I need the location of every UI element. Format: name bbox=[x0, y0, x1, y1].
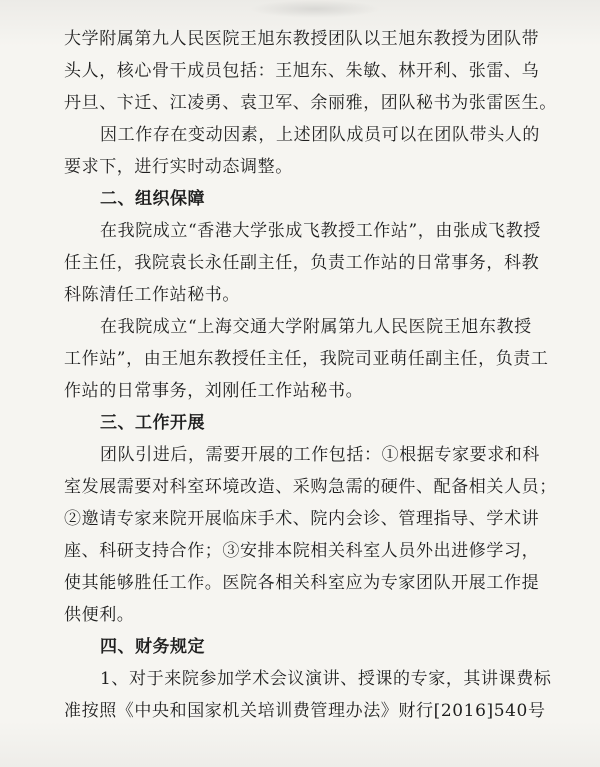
paragraph-line: 在我院成立“上海交通大学附属第九人民医院王旭东教授 bbox=[100, 317, 532, 337]
paragraph-line: 要求下，进行实时动态调整。 bbox=[64, 157, 293, 177]
paragraph-line: 座、科研支持合作；③安排本院相关科室人员外出进修学习， bbox=[64, 541, 540, 561]
paragraph-line: 供便利。 bbox=[64, 605, 135, 625]
paragraph-line: 准按照《中央和国家机关培训费管理办法》财行[2016]540号 bbox=[64, 701, 546, 721]
paragraph-line: ②邀请专家来院开展临床手术、院内会诊、管理指导、学术讲 bbox=[64, 509, 540, 529]
paragraph-line: 在我院成立“香港大学张成飞教授工作站”，由张成飞教授 bbox=[100, 221, 541, 241]
paragraph-line: 使其能够胜任工作。医院各相关科室应为专家团队开展工作提 bbox=[64, 573, 540, 593]
paragraph-line: 因工作存在变动因素，上述团队成员可以在团队带头人的 bbox=[100, 125, 540, 145]
section-heading-organization: 二、组织保障 bbox=[100, 189, 205, 209]
paragraph-line: 大学附属第九人民医院王旭东教授团队以王旭东教授为团队带 bbox=[64, 29, 540, 49]
paragraph-line: 工作站”，由王旭东教授任主任，我院司亚萌任副主任，负责工 bbox=[64, 349, 549, 369]
paragraph-line: 任主任，我院袁长永任副主任，负责工作站的日常事务，科教 bbox=[64, 253, 540, 273]
paragraph-line: 丹旦、卞迁、江凌勇、袁卫军、余丽雅，团队秘书为张雷医生。 bbox=[64, 93, 557, 113]
paragraph-line: 作站的日常事务，刘刚任工作站秘书。 bbox=[64, 381, 364, 401]
document-body bbox=[64, 26, 557, 730]
paragraph-line: 团队引进后，需要开展的工作包括：①根据专家要求和科 bbox=[100, 445, 540, 465]
paragraph-line: 科陈清任工作站秘书。 bbox=[64, 285, 240, 305]
section-heading-finance: 四、财务规定 bbox=[100, 637, 205, 657]
paragraph-line: 1、对于来院参加学术会议演讲、授课的专家，其讲课费标 bbox=[100, 669, 552, 689]
section-heading-work: 三、工作开展 bbox=[100, 413, 205, 433]
stamp-bleed-through bbox=[250, 0, 380, 18]
paragraph-line: 头人，核心骨干成员包括：王旭东、朱敏、林开利、张雷、乌 bbox=[64, 61, 540, 81]
paragraph-line: 室发展需要对科室环境改造、采购急需的硬件、配备相关人员； bbox=[64, 477, 557, 497]
